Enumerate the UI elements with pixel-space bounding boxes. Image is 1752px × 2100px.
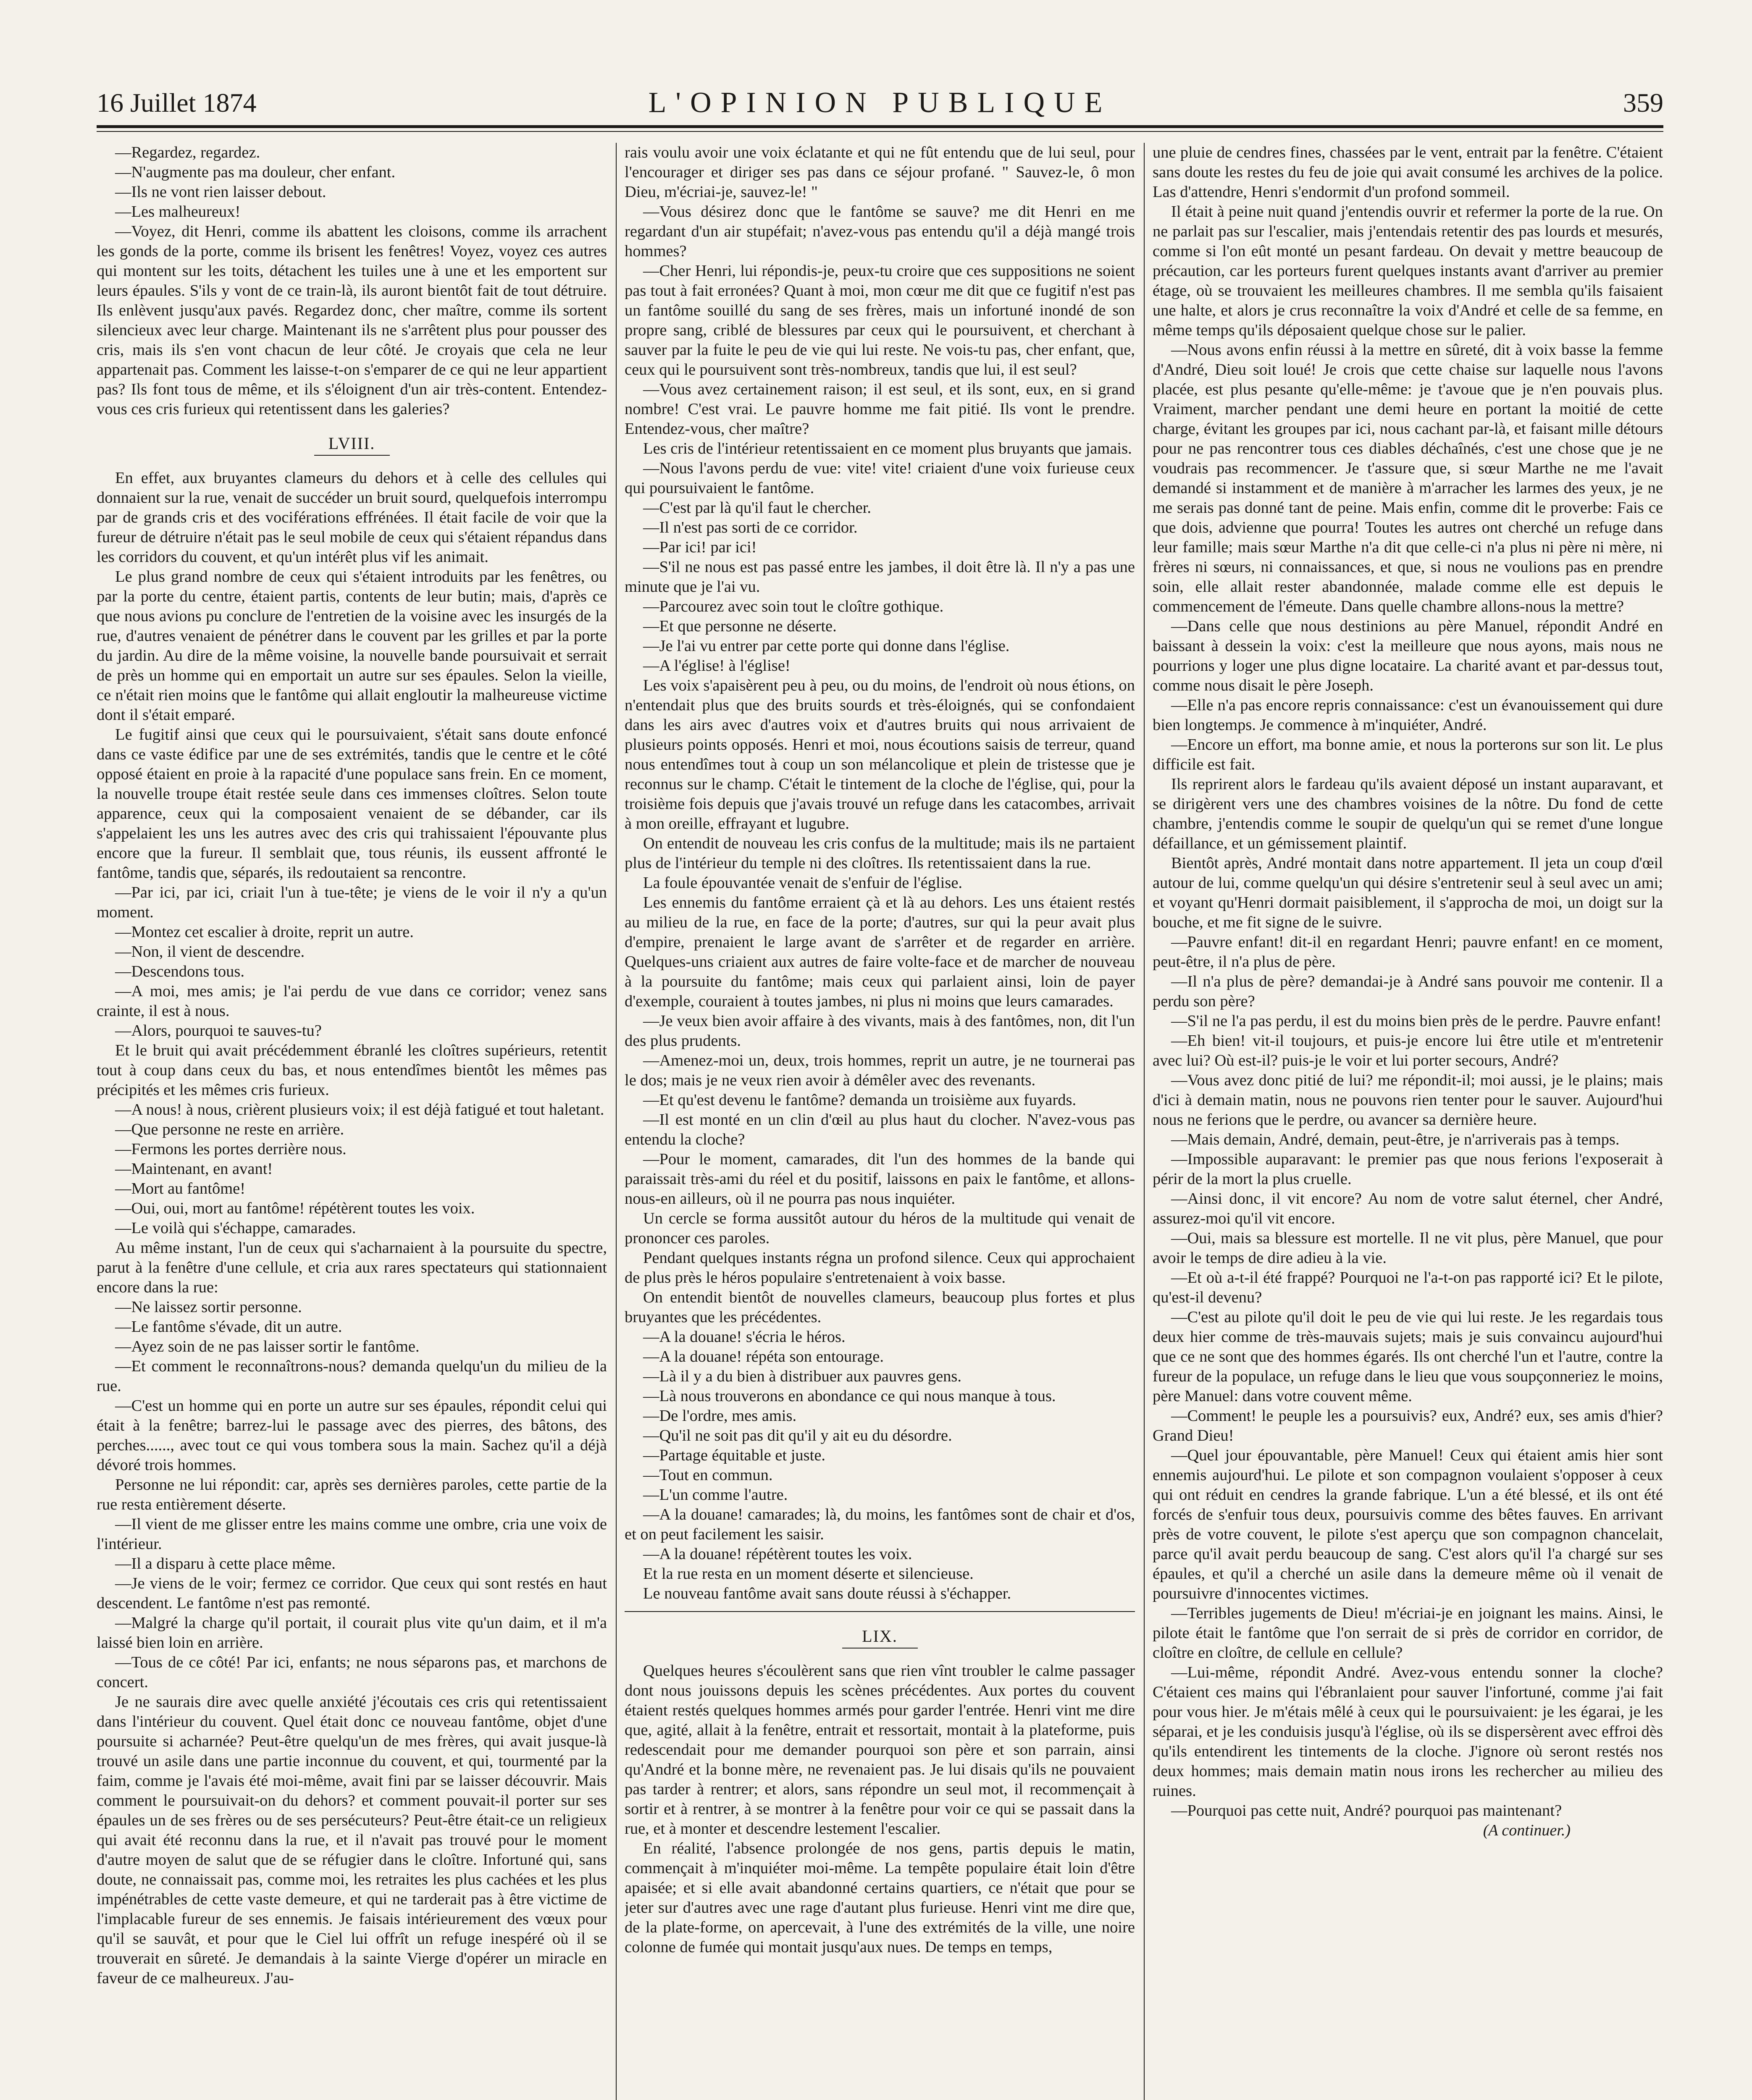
paragraph: —Les malheureux! (115, 203, 241, 220)
paragraph: —Oui, oui, mort au fantôme! répétèrent toutes les voix. (115, 1200, 475, 1217)
paragraph: —Nous l'avons perdu de vue: vite! vite! criaient d'une voix furieuse ceux qui poursuivaient le fantôme. (625, 459, 1135, 497)
paragraph: La foule épouvantée venait de s'enfuir de l'église. (643, 874, 963, 892)
issue-date: 16 Juillet 1874 (97, 88, 257, 118)
paragraph: —Elle n'a pas encore repris connaissance: c'est un évanouissement qui dure bien longtemps. Je commence à m'inquiéter, André. (1153, 696, 1663, 734)
paragraph: —Il vient de me glisser entre les mains comme une ombre, cria une voix de l'intérieur. (97, 1515, 607, 1553)
paragraph: Pendant quelques instants régna un profond silence. Ceux qui approchaient de plus près le héros populaire s'entretenaient à voix basse. (625, 1249, 1135, 1286)
page-number: 359 (1623, 88, 1663, 118)
paragraph: —Ayez soin de ne pas laisser sortir le fantôme. (115, 1338, 420, 1355)
paragraph: —Et comment le reconnaîtrons-nous? demanda quelqu'un du milieu de la rue. (97, 1357, 607, 1395)
paragraph: —Pourquoi pas cette nuit, André? pourquoi pas maintenant? (1171, 1802, 1562, 1819)
paragraph: Je ne saurais dire avec quelle anxiété j'écoutais ces cris qui retentissaient dans l'intérieur du couvent. Quel était donc ce nouveau fantôme, objet d'une poursuite si acharnée? Peut-être quelqu'un de mes frères, qui avait jusque-là trouvé un asile dans une partie inconnue du couvent, et qui, tourmenté par la faim, comme je l'avais été moi-même, avait fini par se laisser découvrir. Mais comment le poursuivait-on du dehors? et comment pouvait-il porter sur ses épaules un de ses frères ou de ses persécuteurs? Peut-être était-ce un religieux qui avait été reconnu dans la rue, et il n'avait pas trouvé pour le moment d'autre moyen de salut que de se réfugier dans le cloître. Infortuné qui, sans doute, ne connaissait pas, comme moi, les retraites les plus cachées et les plus impénétrables de cette vaste demeure, et qui ne tarderait pas à être victime de l'implacable fureur de ses ennemis. Je faisais intérieurement des vœux pour qu'il se sauvât, et pour que le Ciel lui offrît un refuge inespéré où il se trouverait en sûreté. Je demandais à la sainte Vierge d'opérer un miracle en faveur de ce malheureux. J'au- (97, 1693, 607, 1987)
masthead-rule-thin (97, 131, 1663, 132)
paragraph: Ils reprirent alors le fardeau qu'ils avaient déposé un instant auparavant, et se dirigèrent vers une des chambres voisines de la nôtre. Du fond de cette chambre, j'entendis comme le soupir de quelqu'un qui se remet d'une longue défaillance, et un gémissement plaintif. (1153, 775, 1663, 852)
paragraph: Un cercle se forma aussitôt autour du héros de la multitude qui venait de prononcer ces paroles. (625, 1210, 1135, 1247)
paragraph: —Le fantôme s'évade, dit un autre. (115, 1318, 342, 1336)
paragraph: —Mort au fantôme! (115, 1180, 246, 1197)
paragraph: —Terribles jugements de Dieu! m'écriai-je en joignant les mains. Ainsi, le pilote était le fantôme que l'on serrait de si près de corridor en corridor, de cloître en cloître, de cellule en cellule? (1153, 1604, 1663, 1662)
paragraph: —A l'église! à l'église! (643, 657, 791, 675)
paragraph: —Mais demain, André, demain, peut-être, je n'arriverais pas à temps. (1171, 1131, 1620, 1148)
paragraph: —Vous avez donc pitié de lui? me répondit-il; moi aussi, je le plains; mais d'ici à demain matin, nous ne pouvons rien tenter pour le sauver. Aujourd'hui nous ne ferions que le perdre, ou avancer sa dernière heure. (1153, 1071, 1663, 1129)
paragraph: —Pauvre enfant! dit-il en regardant Henri; pauvre enfant! en ce moment, peut-être, il n'a plus de père. (1153, 933, 1663, 971)
paragraph: —Impossible auparavant: le premier pas que nous ferions l'exposerait à périr de la mort la plus cruelle. (1153, 1150, 1663, 1188)
paragraph: —Il n'a plus de père? demandai-je à André sans pouvoir me contenir. Il a perdu son père? (1153, 973, 1663, 1010)
paragraph: —Encore un effort, ma bonne amie, et nous la porterons sur son lit. Le plus difficile est fait. (1153, 736, 1663, 773)
masthead (97, 84, 1663, 122)
paragraph: —Quel jour épouvantable, père Manuel! Ceux qui étaient amis hier sont ennemis aujourd'hui. Le pilote et son compagnon voulaient s'opposer à ceux qui ont réduit en cendres la grande fabrique. L'un a été blessé, et ils ont été forcés de s'enfuir tous deux, poursuivis comme des bêtes fauves. En arrivant près de votre couvent, le pilote s'est aperçu que son compagnon chancelait, parce qu'il avait perdu beaucoup de sang. C'est alors qu'il l'a chargé sur ses épaules, et qu'il a cherché un asile dans la demeure même où il venait de poursuivre d'innocentes victimes. (1153, 1446, 1663, 1602)
paragraph: —Tout en commun. (643, 1466, 773, 1484)
paragraph: —Montez cet escalier à droite, reprit un autre. (115, 923, 414, 941)
paragraph: —Voyez, dit Henri, comme ils abattent les cloisons, comme ils arrachent les gonds de la porte, comme ils brisent les fenêtres! Voyez, voyez ces autres qui montent sur les toits, détachent les tuiles une à une et les emportent sur leurs épaules. S'ils y vont de ce train-là, ils auront bientôt fait de tout détruire. Ils enlèvent jusqu'aux pavés. Regardez donc, cher maître, comme ils sortent silencieux avec leur charge. Maintenant ils ne s'arrêtent plus pour pousser des cris, mais ils s'en vont chacun de leur côté. Je croyais que cela ne leur appartenait pas. Comment les laisse-t-on s'emparer de ce qui ne leur appartient pas? Ils font tous de même, et ils s'éloignent d'un air très-content. Entendez-vous ces cris furieux qui retentissent dans les galeries? (97, 223, 607, 418)
paragraph: Le fugitif ainsi que ceux qui le poursuivaient, s'était sans doute enfoncé dans ce vaste édifice par une de ses extrémités, tandis que le centre et le côté opposé étaient en proie à la rapacité d'une populace sans frein. En ce moment, la nouvelle troupe était restée seule dans ces immenses cloîtres. Selon toute apparence, ceux qui la composaient venaient de se débander, car ils s'appelaient les uns les autres avec des cris qui trahissaient l'épouvante plus encore que la fureur. Il semblait que, tous réunis, ils eussent affronté le fantôme, tandis que, séparés, ils redoutaient sa rencontre. (97, 726, 607, 882)
column-1 (97, 143, 607, 2100)
paragraph: rais voulu avoir une voix éclatante et qui ne fût entendu que de lui seul, pour l'encourager et diriger ses pas dans ce séjour profané. " Sauvez-le, ô mon Dieu, m'écriai-je, sauvez-le! " (625, 144, 1135, 201)
masthead-rule-thick (97, 125, 1663, 128)
to-be-continued: (A continuer.) (1483, 1822, 1571, 1839)
paragraph: Quelques heures s'écoulèrent sans que rien vînt troubler le calme passager dont nous jouissons depuis les scènes précédentes. Aux portes du couvent étaient restés quelques hommes armés pour garder l'entrée. Henri vint me dire que, agité, allait à la fenêtre, entrait et ressortait, montait à la plateforme, puis redescendait pour me demander pourquoi son père et son parrain, ainsi qu'André et la bonne mère, ne revenaient pas. Je lui disais qu'ils ne pouvaient pas tarder à rentrer; et alors, sans répondre un seul mot, il recommençait à sortir et à rentrer, à se montrer à la fenêtre pour voir ce qui se passait dans la rue, et à monter et descendre lestement l'escalier. (625, 1662, 1135, 1838)
paragraph: —Le voilà qui s'échappe, camarades. (115, 1219, 356, 1237)
paragraph: —Il n'est pas sorti de ce corridor. (643, 519, 858, 536)
paragraph: —L'un comme l'autre. (643, 1486, 788, 1504)
paragraph: —Il a disparu à cette place même. (115, 1555, 336, 1572)
paragraph: Les cris de l'intérieur retentissaient en ce moment plus bruyants que jamais. (643, 440, 1132, 457)
paragraph: —Qu'il ne soit pas dit qu'il y ait eu du désordre. (643, 1427, 952, 1444)
column-2-text (625, 143, 1135, 1604)
paragraph: —Là nous trouverons en abondance ce qui nous manque à tous. (643, 1387, 1056, 1405)
column-2-text-continued (625, 1661, 1135, 1957)
paragraph: —De l'ordre, mes amis. (643, 1407, 797, 1425)
paragraph: —Ainsi donc, il vit encore? Au nom de votre salut éternel, cher André, assurez-moi qu'il vit encore. (1153, 1190, 1663, 1227)
column-3 (1153, 143, 1663, 2100)
paragraph: —S'il ne nous est pas passé entre les jambes, il doit être là. Il n'y a pas une minute que je l'ai vu. (625, 558, 1135, 596)
paragraph: —Regardez, regardez. (115, 144, 260, 161)
chapter-heading-lix: LIX. (625, 1626, 1135, 1648)
paragraph: —Parcourez avec soin tout le cloître gothique. (643, 598, 944, 615)
column-2 (625, 143, 1135, 2100)
paragraph: —S'il ne l'a pas perdu, il est du moins bien près de le perdre. Pauvre enfant! (1171, 1012, 1662, 1030)
paragraph: —Et où a-t-il été frappé? Pourquoi ne l'a-t-on pas rapporté ici? Et le pilote, qu'est-il devenu? (1153, 1269, 1663, 1306)
paragraph: —Comment! le peuple les a poursuivis? eux, André? eux, ses amis d'hier? Grand Dieu! (1153, 1407, 1663, 1444)
column-1-text-continued (97, 468, 607, 1988)
paragraph: —A la douane! répéta son entourage. (643, 1348, 884, 1365)
paragraph: —Fermons les portes derrière nous. (115, 1140, 347, 1158)
paragraph: Le nouveau fantôme avait sans doute réussi à s'échapper. (643, 1585, 1011, 1602)
paragraph: —Là il y a du bien à distribuer aux pauvres gens. (643, 1368, 962, 1385)
paragraph: —A moi, mes amis; je l'ai perdu de vue dans ce corridor; venez sans crainte, il est à nous. (97, 982, 607, 1020)
paragraph: —Oui, mais sa blessure est mortelle. Il ne vit plus, père Manuel, que pour avoir le temps de dire adieu à la vie. (1153, 1229, 1663, 1267)
paragraph: —Partage équitable et juste. (643, 1446, 826, 1464)
paragraph: —Nous avons enfin réussi à la mettre en sûreté, dit à voix basse la femme d'André, Dieu soit loué! Je crois que cette chaise sur laquelle nous l'avons placée, est plus pesante qu'elle-même: je t'avoue que je n'en pouvais plus. Vraiment, marcher pendant une demi heure en portant la moitié de cette charge, évitant les groupes par ici, nous cachant par-là, et faisant mille détours pour ne pas rencontrer tous ces diables déchaînés, c'est une chose que je ne voudrais pas recommencer. Je t'assure que, si sœur Marthe ne me l'avait demandé si instamment et de manière à m'arracher les larmes des yeux, je ne me serais pas donné tant de peine. Mais enfin, comme dit le proverbe: Fais ce que dois, advienne que pourra! Toutes les autres ont cherché un refuge dans leur famille; mais sœur Marthe n'a dit que celle-ci n'a plus ni père ni mère, ni frères ni sœurs, ni connaissances, et que, si nous ne voulions pas en prendre soin, elle allait rester abandonnée, malade comme elle est depuis le commencement de l'émeute. Dans quelle chambre allons-nous la mettre? (1153, 341, 1663, 615)
paragraph: On entendit bientôt de nouvelles clameurs, beaucoup plus fortes et plus bruyantes que les précédentes. (625, 1289, 1135, 1326)
paragraph: Il était à peine nuit quand j'entendis ouvrir et refermer la porte de la rue. On ne parlait pas sur l'escalier, mais j'entendais retentir des pas lourds et mesurés, comme si l'on eût monté un pesant fardeau. On devait y mettre beaucoup de précaution, car les porteurs furent quelques instants avant d'arriver au premier étage, où se trouvaient les meilleures chambres. Il me sembla qu'ils faisaient une halte, et alors je crus reconnaître la voix d'André et celle de sa femme, en même temps qu'ils déposaient quelque chose sur le palier. (1153, 203, 1663, 339)
paragraph: —Eh bien! vit-il toujours, et puis-je encore lui être utile et m'entretenir avec lui? Où est-il? puis-je le voir et lui porter secours, André? (1153, 1032, 1663, 1069)
paragraph: —Non, il vient de descendre. (115, 943, 305, 961)
paragraph: —Ne laissez sortir personne. (115, 1298, 302, 1316)
paragraph: Personne ne lui répondit: car, après ses dernières paroles, cette partie de la rue resta entièrement déserte. (97, 1476, 607, 1513)
paragraph: En effet, aux bruyantes clameurs du dehors et à celle des cellules qui donnaient sur la rue, venait de succéder un bruit sourd, quelquefois interrompu par de grands cris et des vociférations effrénées. Il était facile de voir que la fureur de détruire n'était pas le seul mobile de ceux qui s'étaient répandus dans les corridors du couvent, et qu'un intérêt plus vif les animait. (97, 469, 607, 566)
paragraph: —A nous! à nous, crièrent plusieurs voix; il est déjà fatigué et tout haletant. (115, 1101, 604, 1118)
column-1-text (97, 143, 607, 419)
paragraph: —Et qu'est devenu le fantôme? demanda un troisième aux fuyards. (643, 1091, 1077, 1109)
paragraph: —Dans celle que nous destinions au père Manuel, répondit André en baissant à dessein la voix: c'est la meilleure que nous ayons, mais nous ne pourrions y loger une plus digne locataire. La charité avant et par-dessus tout, comme nous disait le père Joseph. (1153, 617, 1663, 694)
paragraph: Le plus grand nombre de ceux qui s'étaient introduits par les fenêtres, ou par la porte du centre, étaient partis, contents de leur butin; mais, d'après ce que nous avions pu conclure de l'entretien de la voisine avec les insurgés de la rue, d'autres venaient de pénétrer dans le couvent par les grilles et par la porte du jardin. Au dire de la même voisine, la nouvelle bande poursuivait et serrait de près un homme qui en emportait un autre sur ses épaules. Selon la vieille, ce n'était rien moins que le fantôme qui allait engloutir la malheureuse victime dont il s'était emparé. (97, 568, 607, 724)
paragraph: —C'est par là qu'il faut le chercher. (643, 499, 872, 517)
newspaper-title: L'OPINION PUBLIQUE (648, 87, 1112, 119)
paragraph: —A la douane! camarades; là, du moins, les fantômes sont de chair et d'os, et on peut facilement les saisir. (625, 1506, 1135, 1543)
column-divider-2 (1144, 143, 1145, 2100)
paragraph: —Tous de ce côté! Par ici, enfants; ne nous séparons pas, et marchons de concert. (97, 1654, 607, 1691)
paragraph: —A la douane! s'écria le héros. (643, 1328, 846, 1346)
paragraph: —Je veux bien avoir affaire à des vivants, mais à des fantômes, non, dit l'un des plus prudents. (625, 1012, 1135, 1050)
paragraph: —N'augmente pas ma douleur, cher enfant. (115, 163, 396, 181)
paragraph: En réalité, l'absence prolongée de nos gens, partis depuis le matin, commençait à m'inquiéter moi-même. La tempête populaire était loin d'être apaisée; et si elle avait abandonné certains quartiers, ce n'était que pour se jeter sur d'autres avec une rage d'autant plus furieuse. Henri vint me dire que, de la plate-forme, on apercevait, à l'une des extrémités de la ville, une noire colonne de fumée qui montait jusqu'aux nues. De temps en temps, (625, 1840, 1135, 1956)
paragraph: —Par ici, par ici, criait l'un à tue-tête; je viens de le voir il n'y a qu'un moment. (97, 884, 607, 921)
paragraph: —Alors, pourquoi te sauves-tu? (115, 1022, 322, 1040)
paragraph: —Je l'ai vu entrer par cette porte qui donne dans l'église. (643, 637, 1010, 655)
paragraph: —Cher Henri, lui répondis-je, peux-tu croire que ces suppositions ne soient pas tout à fait erronées? Quant à moi, mon cœur me dit que ce fugitif n'est pas un fantôme souillé du sang de ses frères, mais un infortuné inondé de son propre sang, criblé de blessures par ceux qui le poursuivent, et cherchant à sauver par la fuite le peu de vie qui lui reste. Ne vois-tu pas, cher enfant, que, ceux qui le poursuivent sont très-nombreux, tandis que lui, il est seul? (625, 262, 1135, 378)
paragraph: Au même instant, l'un de ceux qui s'acharnaient à la poursuite du spectre, parut à la fenêtre d'une cellule, et cria aux rares spectateurs qui stationnaient encore dans la rue: (97, 1239, 607, 1296)
chapter-heading-lviii: LVIII. (97, 433, 607, 456)
paragraph: —Malgré la charge qu'il portait, il courait plus vite qu'un daim, et il m'a laissé bien loin en arrière. (97, 1614, 607, 1651)
paragraph: —Que personne ne reste en arrière. (115, 1121, 344, 1138)
paragraph: Les ennemis du fantôme erraient çà et là au dehors. Les uns étaient restés au milieu de la rue, en face de la porte; d'autres, sur qui la peur avait plus d'empire, prenaient le large avant de s'arrêter et de regarder en arrière. Quelques-uns criaient aux autres de faire volte-face et de marcher de nouveau à la poursuite du fantôme; mais ceux qui parlaient ainsi, loin de payer d'exemple, couraient à toutes jambes, ni plus ni moins que leurs camarades. (625, 894, 1135, 1010)
paragraph: —Par ici! par ici! (643, 538, 757, 556)
column-3-text (1153, 143, 1663, 1821)
paragraph: Et la rue resta en un moment déserte et silencieuse. (643, 1565, 974, 1583)
column-divider-1 (616, 143, 617, 2100)
paragraph: —Vous avez certainement raison; il est seul, et ils sont, eux, en si grand nombre! C'est vrai. Le pauvre homme me fait pitié. Ils vont le prendre. Entendez-vous, cher maître? (625, 381, 1135, 438)
paragraph: —Amenez-moi un, deux, trois hommes, reprit un autre, je ne tournerai pas le dos; mais je ne veux rien avoir à démêler avec des revenants. (625, 1052, 1135, 1089)
paragraph: —Et que personne ne déserte. (643, 617, 837, 635)
paragraph: —Je viens de le voir; fermez ce corridor. Que ceux qui sont restés en haut descendent. Le fantôme n'est pas remonté. (97, 1575, 607, 1612)
paragraph: —Pour le moment, camarades, dit l'un des hommes de la bande qui paraissait très-ami du réel et du positif, laissons en paix le fantôme, et allons-nous-en ailleurs, où il ne pourra pas nous inquiéter. (625, 1150, 1135, 1208)
section-rule (625, 1611, 1135, 1612)
paragraph: On entendit de nouveau les cris confus de la multitude; mais ils ne partaient plus de l'intérieur du temple ni des cloîtres. Ils retentissaient dans la rue. (625, 835, 1135, 872)
paragraph: —Descendons tous. (115, 963, 244, 980)
paragraph: —C'est un homme qui en porte un autre sur ses épaules, répondit celui qui était à la fenêtre; barrez-lui le passage avec des pierres, des bâtons, des perches......, avec tout ce qui vous tombera sous la main. Sachez qu'il a déjà dévoré trois hommes. (97, 1397, 607, 1474)
paragraph: —A la douane! répétèrent toutes les voix. (643, 1545, 912, 1563)
paragraph: Et le bruit qui avait précédemment ébranlé les cloîtres supérieurs, retentit tout à coup dans ceux du bas, et nous entendîmes bientôt les mêmes pas précipités et les mêmes cris furieux. (97, 1042, 607, 1099)
paragraph: —Il est monté en un clin d'œil au plus haut du clocher. N'avez-vous pas entendu la cloche? (625, 1111, 1135, 1148)
paragraph: Les voix s'apaisèrent peu à peu, ou du moins, de l'endroit où nous étions, on n'entendait plus que des bruits sourds et très-éloignés, qui se confondaient dans les airs avec d'autres voix et d'autres bruits qui nous arrivaient de plusieurs points opposés. Henri et moi, nous écoutions saisis de terreur, quand nous entendîmes tout à coup un son mélancolique et plein de tristesse que je reconnus sur le champ. C'était le tintement de la cloche de l'église, qui, pour la troisième fois depuis que j'avais trouvé un refuge dans les catacombes, arrivait à mon oreille, effrayant et lugubre. (625, 677, 1135, 832)
paragraph: —Vous désirez donc que le fantôme se sauve? me dit Henri en me regardant d'un air stupéfait; n'avez-vous pas entendu qu'il a déjà mangé trois hommes? (625, 203, 1135, 260)
paragraph: —Maintenant, en avant! (115, 1160, 273, 1178)
paragraph: —C'est au pilote qu'il doit le peu de vie qui lui reste. Je les regardais tous deux hier comme de très-mauvais sujets; mais je suis convaincu aujourd'hui que ce ne sont que des hommes égarés. Ils ont cherché l'un et l'autre, contre la fureur de la populace, un refuge dans le lieu que vous soupçonneriez le moins, père Manuel: dans votre couvent même. (1153, 1308, 1663, 1405)
paragraph: une pluie de cendres fines, chassées par le vent, entrait par la fenêtre. C'étaient sans doute les restes du feu de joie qui avait consumé les archives de la police. Las d'attendre, Henri s'endormit d'un profond sommeil. (1153, 144, 1663, 201)
paragraph: Bientôt après, André montait dans notre appartement. Il jeta un coup d'œil autour de lui, comme quelqu'un qui désire s'entretenir seul à seul avec un ami; et voyant qu'Henri dormait paisiblement, il s'approcha de moi, un doigt sur la bouche, et me fit signe de le suivre. (1153, 854, 1663, 931)
paragraph: —Ils ne vont rien laisser debout. (115, 183, 326, 201)
paragraph: —Lui-même, répondit André. Avez-vous entendu sonner la cloche? C'étaient ces mains qui l'ébranlaient pour sauver l'infortuné, comme j'ai fait pour vous hier. Je m'étais mêlé à ceux qui le poursuivaient: je les égarai, je les séparai, et je les conduisis jusqu'à l'église, où ils se dispersèrent avec effroi dès qu'ils entendirent les tintements de la cloche. J'ignore où seront restés nos deux hommes; mais demain matin nous irons les rechercher au milieu des ruines. (1153, 1664, 1663, 1800)
